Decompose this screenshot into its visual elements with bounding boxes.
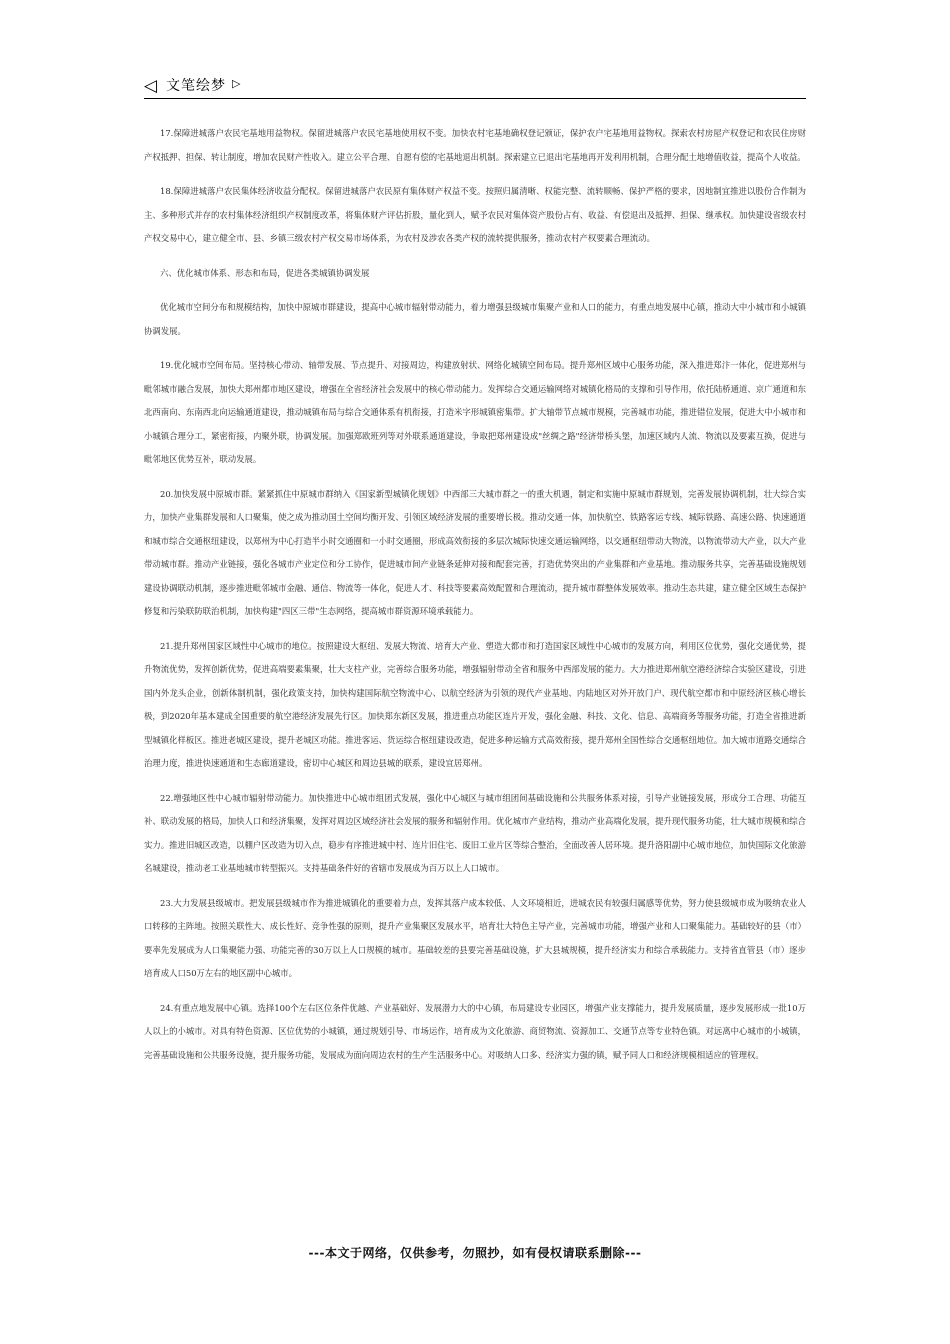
paragraph-20: 20.加快发展中原城市群。紧紧抓住中原城市群纳入《国家新型城镇化规划》中西部三大城市群之一的重大机遇，制定和实施中原城市群规划，完善发展协调机制，壮大综合实力，加快产业集群发展和人口聚集，使之成为推动国土空间均衡开发、引领区域经济发展的重要增长极。推动交通一体，加快航空、铁路客运专线、城际铁路、高速公路、快速通道和城市综合交通枢纽建设，以郑州为中心打造半小时交通圈和一小时交通圈，形成高效衔接的多层次城际快速交通运输网络，以交通枢纽带动大物流，以物流带动大产业，以大产业带动城市群。推动产业链接，强化各城市产业定位和分工协作，促进城市间产业链条延伸对接和配套完善，打造优势突出的产业集群和产业基地。推动服务共享，完善基础设施规划建设协调联动机制，逐步推进毗邻城市金融、通信、物流等一体化，促进人才、科技等要素高效配置和合理流动，提升城市群整体发展效率。推动生态共建，建立健全区域生态保护修复和污染联防联治机制，加快构建"四区三带"生态网络，提高城市群资源环境承载能力。: [144, 488, 806, 616]
page-header: [144, 72, 806, 99]
paragraph-19: 19.优化城市空间布局。坚持核心带动、轴带发展、节点提升、对接周边，构建放射状、网络化城镇空间布局。提升郑州区域中心服务功能，深入推进郑汴一体化，促进郑州与毗邻城市融合发展，加快大郑州都市地区建设，增强在全省经济社会发展中的核心带动能力。发挥综合交通运输网络对城镇化格局的支撑和引导作用，依托陆桥通道、京广通道和东北西南向、东南西北向运输通道建设，推动城镇布局与综合交通体系有机衔接，打造米字形城镇密集带。扩大轴带节点城市规模，完善城市功能，推进错位发展，促进大中小城市和小城镇合理分工，紧密衔接，内聚外联，协调发展。加强郑欧班列等对外联系通道建设，争取把郑州建设成"丝绸之路"经济带桥头堡，加速区域内人流、物流以及要素互换，促进与毗邻地区优势互补，联动发展。: [144, 360, 806, 464]
paragraph-18: 18.保障进城落户农民集体经济收益分配权。保留进城落户农民原有集体财产权益不变。按照归属清晰、权能完整、流转顺畅、保护严格的要求，因地制宜推进以股份合作制为主、多种形式并存的农村集体经济组织产权制度改革，将集体财产评估折股，量化到人，赋予农民对集体资产股份占有、收益、有偿退出及抵押、担保、继承权。加快建设省级农村产权交易中心，建立健全市、县、乡镇三级农村产权交易市场体系，为农村及涉农各类产权的流转提供服务，推动农村产权要素合理流动。: [144, 186, 806, 243]
paragraph-21: 21.提升郑州国家区域性中心城市的地位。按照建设大枢纽、发展大物流、培育大产业、塑造大都市和打造国家区域性中心城市的发展方向，利用区位优势，强化交通优势，提升物流优势，发挥创新优势，促进高端要素集聚，壮大支柱产业，完善综合服务功能，增强辐射带动全省和服务中西部发展的能力。大力推进郑州航空港经济综合实验区建设，引进国内外龙头企业，创新体制机制，强化政策支持，加快构建国际航空物流中心、以航空经济为引领的现代产业基地、内陆地区对外开放门户、现代航空都市和中原经济区核心增长极，到2020年基本建成全国重要的航空港经济发展先行区。加快郑东新区发展，推进重点功能区连片开发，强化金融、科技、文化、信息、高端商务等服务功能，打造全省推进新型城镇化样板区。推进老城区建设，提升老城区功能。推进客运、货运综合枢纽建设改造，促进多种运输方式高效衔接，提升郑州全国性综合交通枢纽地位。加大城市道路交通综合治理力度，推进快速通道和生态廊道建设，密切中心城区和周边县城的联系，建设宜居郑州。: [144, 640, 806, 768]
paragraph-23: 23.大力发展县级城市。把发展县级城市作为推进城镇化的重要着力点，发挥其落户成本较低、人文环境相近，进城农民有较强归属感等优势，努力使县级城市成为吸纳农业人口转移的主阵地。按照关联性大、成长性好、竞争性强的原则，提升产业集聚区发展水平，培育壮大特色主导产业，完善城市功能，增强产业和人口聚集能力。基础较好的县（市）要率先发展成为人口集聚能力强、功能完善的30万以上人口规模的城市。基础较差的县要完善基础设施，扩大县城规模，提升经济实力和综合承载能力。支持省直管县（市）逐步培育成人口50万左右的地区副中心城市。: [144, 897, 806, 978]
section-title: 六、优化城市体系、形态和布局，促进各类城镇协调发展: [160, 267, 370, 278]
header-title: 文笔绘梦: [166, 78, 226, 94]
paragraph-22: 22.增强地区性中心城市辐射带动能力。加快推进中心城市组团式发展，强化中心城区与城市组团间基础设施和公共服务体系对接，引导产业链接发展，形成分工合理、功能互补、联动发展的格局，加快人口和经济集聚，发挥对周边区域经济社会发展的服务和辐射作用。优化城市产业结构，推动产业高端化发展，提升现代服务功能，壮大城市规模和综合实力。推进旧城区改造，以棚户区改造为切入点，稳步有序推进城中村、连片旧住宅、废旧工业片区等综合整治，全面改善人居环境。提升洛阳副中心城市地位，加快国际文化旅游名城建设，推动老工业基地城市转型振兴。支持基础条件好的省辖市发展成为百万以上人口城市。: [144, 792, 806, 873]
document-body: [144, 122, 806, 1078]
paragraph-17: 17.保障进城落户农民宅基地用益物权。保留进城落户农民宅基地使用权不变。加快农村宅基地确权登记颁证，保护农户宅基地用益物权。探索农村房屋产权登记和农民住房财产权抵押、担保、转让制度，增加农民财产性收入。建立公平合理、自愿有偿的宅基地退出机制。探索建立已退出宅基地再开发利用机制，合理分配土地增值收益，提高个人收益。: [144, 128, 806, 162]
left-triangle-icon: ◁: [144, 76, 158, 96]
paragraph-intro: 优化城市空间分布和规模结构，加快中原城市群建设，提高中心城市辐射带动能力，着力增强县级城市集聚产业和人口的能力，有重点地发展中心镇，推动大中小城市和小城镇协调发展。: [144, 302, 806, 336]
footer-disclaimer: ---本文于网络，仅供参考，勿照抄，如有侵权请联系删除---: [308, 1246, 642, 1260]
right-triangle-icon: ▷: [232, 77, 241, 90]
paragraph-24: 24.有重点地发展中心镇。选择100个左右区位条件优越、产业基础好、发展潜力大的中心镇，布局建设专业园区，增强产业支撑能力，提升发展质量，逐步发展形成一批10万人以上的小城市。对具有特色资源、区位优势的小城镇，通过规划引导、市场运作，培育成为文化旅游、商贸物流、资源加工、交通节点等专业特色镇。对远离中心城市的小城镇，完善基础设施和公共服务设施，提升服务功能，发展成为面向周边农村的生产生活服务中心。对吸纳人口多、经济实力强的镇，赋予同人口和经济规模相适应的管理权。: [144, 1002, 806, 1060]
